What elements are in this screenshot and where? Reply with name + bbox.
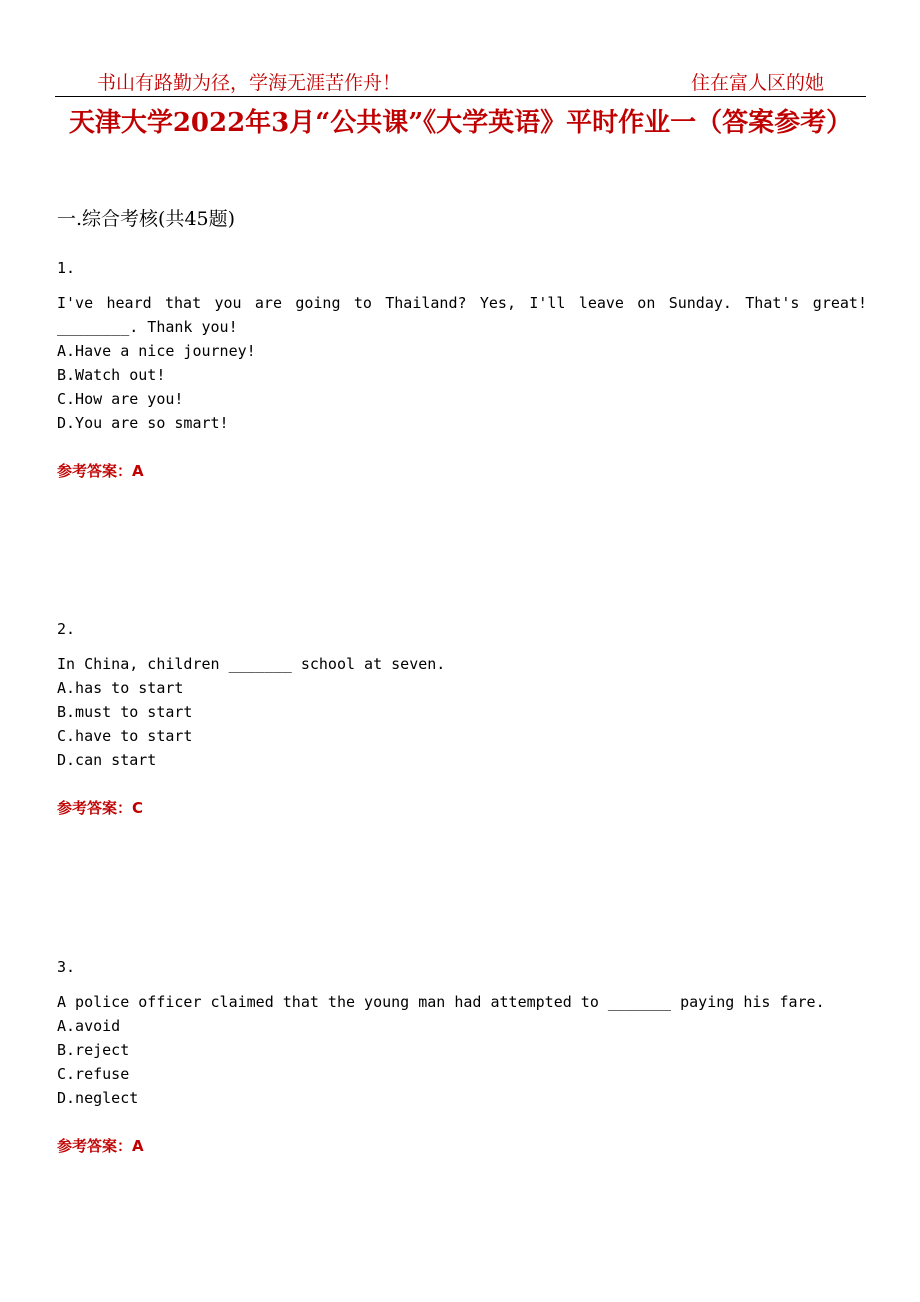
option-c: C.refuse	[57, 1065, 130, 1083]
option-a: A.avoid	[57, 1017, 121, 1035]
option-d: D.neglect	[57, 1089, 139, 1107]
question-number: 1.	[57, 259, 76, 277]
question-text: In China, children _______ school at seven.	[57, 655, 446, 673]
option-d: D.You are so smart!	[57, 414, 229, 432]
option-a: A.Have a nice journey!	[57, 342, 256, 360]
option-d: D.can start	[57, 751, 157, 769]
question-number: 2.	[57, 620, 76, 638]
option-a: A.has to start	[57, 679, 184, 697]
section-heading: 一.综合考核(共45题)	[57, 208, 236, 230]
header-left-slogan: 书山有路勤为径，学海无涯苦作舟！	[97, 72, 402, 94]
question-text: A police officer claimed that the young man had attempted to _______ paying his fare.	[57, 993, 825, 1011]
answer-key: 参考答案：C	[57, 799, 144, 817]
question-3	[57, 955, 867, 1158]
question-text: I've heard that you are going to Thailand? Yes, I'll leave on Sunday. That's great! ________. Thank you!	[57, 294, 877, 336]
option-c: C.have to start	[57, 727, 193, 745]
document-title: 天津大学2022年3月“公共课”《大学英语》平时作业一（答案参考）	[68, 108, 853, 138]
question-1	[57, 256, 877, 483]
question-2	[57, 617, 867, 820]
page-header	[55, 64, 866, 97]
question-number: 3.	[57, 958, 76, 976]
answer-key: 参考答案：A	[57, 1137, 144, 1155]
option-b: B.must to start	[57, 703, 193, 721]
header-right-slogan: 住在富人区的她	[690, 72, 824, 94]
answer-key: 参考答案：A	[57, 462, 144, 480]
option-c: C.How are you!	[57, 390, 184, 408]
option-b: B.Watch out!	[57, 366, 166, 384]
option-b: B.reject	[57, 1041, 130, 1059]
